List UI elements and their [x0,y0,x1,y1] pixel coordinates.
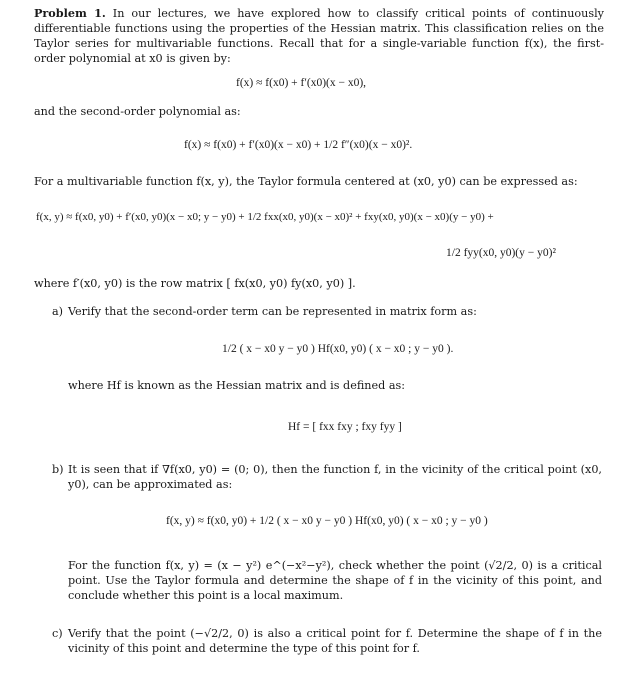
multivariable-intro: For a multivariable function f(x, y), the Taylor formula centered at (x0, y0) can be expressed as: [34,175,578,188]
equation-approximation [166,514,488,528]
part-c-text: Verify that the point (−√2/2, 0) is also a critical point for f. Determine the shape of f in the vicinity of this point and determine the type of this point for f. [68,627,602,655]
second-order-intro: and the second-order polynomial as: [34,105,241,118]
part-b-task: For the function f(x, y) = (x − y²) e^(−x²−y²), check whether the point (√2/2, 0) is a critical point. Use the Taylor formula and determine the shape of f in the vicinity of this point, and conclude whether this point is a local maximum. [68,559,602,602]
equation-taylor-line2 [446,246,556,260]
equation-taylor-line2-text: 1/2 fyy(x0, y0)(y − y0)² [446,247,556,259]
equation-taylor-line1-text: f(x, y) ≈ f(x0, y0) + f′(x0, y0)(x − x0; y − y0) + 1/2 fxx(x0, y0)(x − x0)² + fxy(x0, y0)(x − x0)(y − y0) + [36,211,494,223]
equation-approximation-text: f(x, y) ≈ f(x0, y0) + 1/2 ( x − x0 y − y0 ) Hf(x0, y0) ( x − x0 ; y − y0 ) [166,515,488,527]
part-b-label: b) [52,463,64,476]
equation-second-order-text: f(x) ≈ f(x0) + f′(x0)(x − x0) + 1/2 f″(x0)(x − x0)². [184,139,413,151]
part-a-label: a) [52,305,64,318]
equation-first-order-text: f(x) ≈ f(x0) + f′(x0)(x − x0), [236,77,367,89]
problem-heading: Problem 1. [34,6,106,20]
part-c-label: c) [52,627,63,640]
equation-first-order [236,76,366,90]
intro-paragraph [34,6,604,66]
intro-text: In our lectures, we have explored how to classify critical points of continuously differentiable functions using the properties of the Hessian matrix. This classification relies on the Taylor series for multivariable functions. Recall that for a single-variable function f(x), the first-order polynomial at x0 is given by: [34,7,604,65]
row-matrix-definition: where f′(x0, y0) is the row matrix [ fx(x0, y0) fy(x0, y0) ]. [34,277,356,290]
equation-hessian-text: Hf = [ fxx fxy ; fxy fyy ] [288,421,402,433]
equation-matrix-form-text: 1/2 ( x − x0 y − y0 ) Hf(x0, y0) ( x − x0 ; y − y0 ). [222,343,454,355]
equation-hessian [288,420,402,434]
part-b-text: It is seen that if ∇f(x0, y0) = (0; 0), then the function f, in the vicinity of the critical point (x0, y0), can be approximated as: [68,463,602,491]
equation-second-order [184,138,412,152]
part-a-text: Verify that the second-order term can be represented in matrix form as: [68,305,477,318]
equation-taylor-line1 [36,210,494,224]
equation-matrix-form [222,342,453,356]
hessian-intro: where Hf is known as the Hessian matrix and is defined as: [68,379,406,392]
